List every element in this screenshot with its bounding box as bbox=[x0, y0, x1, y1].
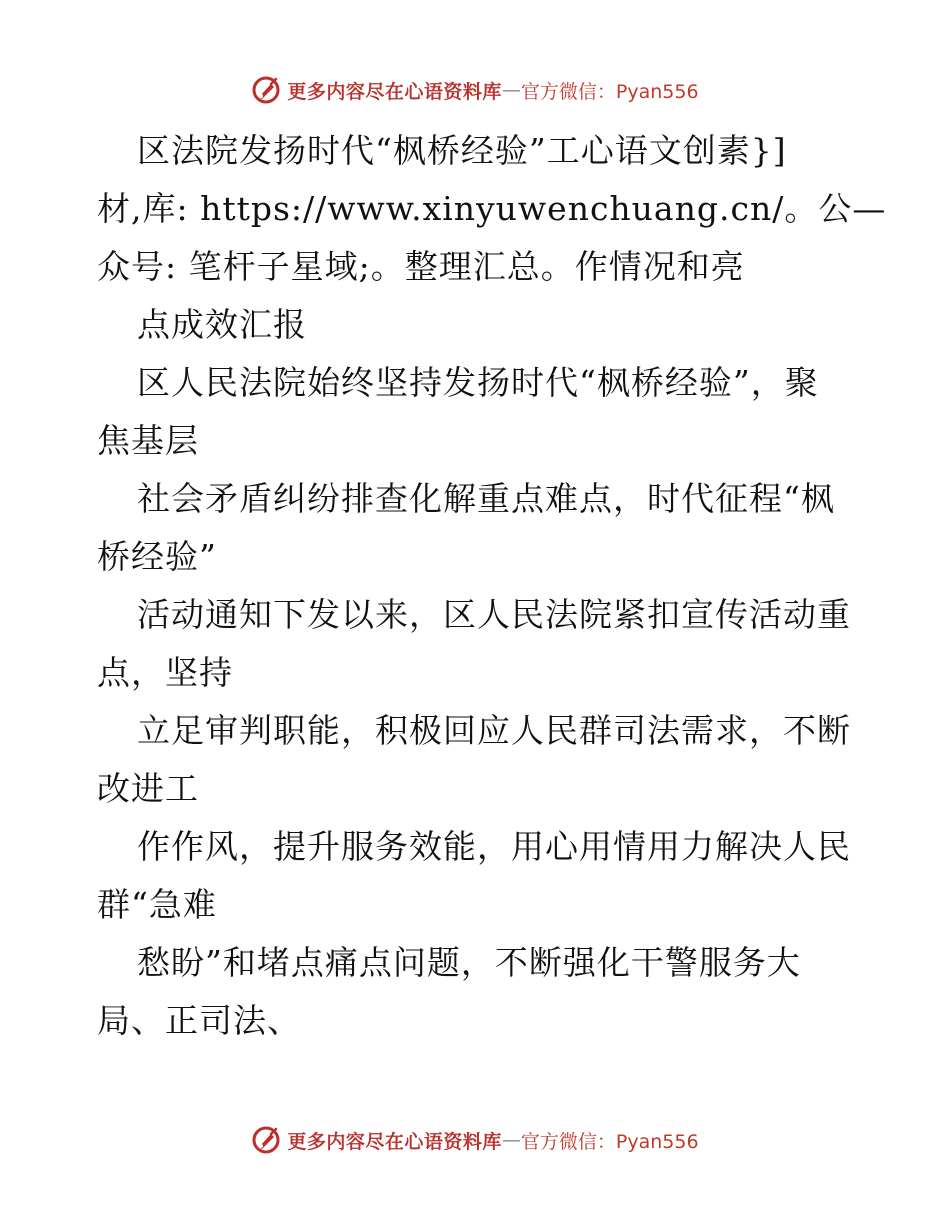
body-line: 社会矛盾纠纷排查化解重点难点，时代征程“枫 bbox=[137, 479, 835, 518]
body-line: 愁盼”和堵点痛点问题，不断强化干警服务大 bbox=[137, 943, 801, 982]
body-line: 点成效汇报 bbox=[137, 305, 307, 344]
body-line: 改进工 bbox=[97, 769, 199, 808]
body-line: 活动通知下发以来，区人民法院紧扣宣传活动重 bbox=[137, 595, 851, 634]
body-line: 点，坚持 bbox=[97, 653, 233, 692]
quill-pen-logo-icon bbox=[251, 75, 281, 105]
quill-pen-logo-icon bbox=[251, 1125, 281, 1155]
body-line: 区法院发扬时代“枫桥经验”工心语文创素}] bbox=[137, 131, 787, 170]
body-line: 立足审判职能，积极回应人民群司法需求，不断 bbox=[137, 711, 851, 750]
header-banner bbox=[0, 70, 950, 110]
body-line: 区人民法院始终坚持发扬时代“枫桥经验”，聚 bbox=[137, 363, 819, 402]
header-contact-text: 官方微信：Pyan556 bbox=[520, 80, 699, 103]
body-line: 群“急难 bbox=[97, 885, 217, 924]
body-line: 焦基层 bbox=[97, 421, 199, 460]
footer-banner bbox=[0, 1120, 950, 1160]
body-line: 局、正司法、 bbox=[97, 1001, 301, 1040]
footer-brand-text: 更多内容尽在心语资料库 bbox=[287, 1130, 502, 1153]
header-dash: — bbox=[501, 79, 521, 101]
document-body bbox=[97, 122, 887, 1050]
footer-dash: — bbox=[501, 1129, 521, 1151]
body-line: 众号: 笔杆子星域;。整理汇总。作情况和亮 bbox=[97, 247, 745, 286]
header-brand-text: 更多内容尽在心语资料库 bbox=[287, 80, 502, 103]
body-line: 材,库: https://www.xinyuwenchuang.cn/。公— bbox=[97, 189, 887, 228]
body-line: 桥经验” bbox=[97, 537, 217, 576]
footer-contact-text: 官方微信：Pyan556 bbox=[520, 1130, 699, 1153]
body-line: 作作风，提升服务效能，用心用情用力解决人民 bbox=[137, 827, 851, 866]
